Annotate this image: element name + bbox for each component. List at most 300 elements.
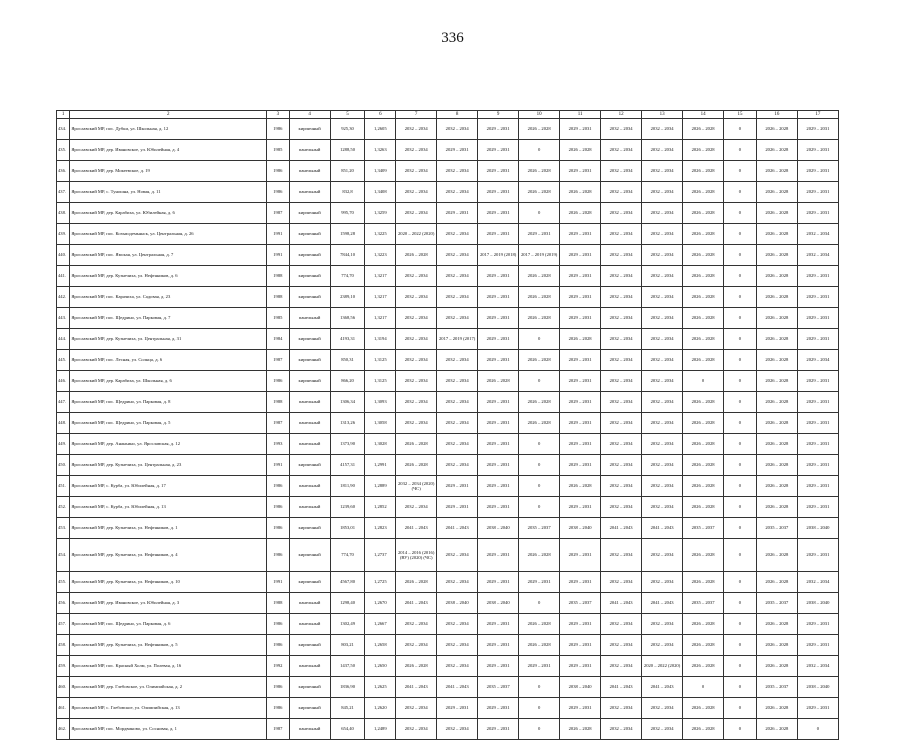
table-cell: 1,2852 [365,497,396,518]
table-cell: кирпичный [289,329,330,350]
table-cell: кирпичный [289,119,330,140]
table-cell: 2026 – 2028 [756,635,797,656]
table-cell: Ярославский МР, дер. Ананьино, ул. Ярославская, д. 12 [70,434,267,455]
table-cell: 2026 – 2028 [478,371,519,392]
table-cell: 1992 [267,656,290,677]
table-cell: 448. [57,413,70,434]
table-cell: 0 [724,572,757,593]
table-cell: 1986 [267,182,290,203]
table-cell: панельный [289,392,330,413]
column-header: 1 [57,111,70,119]
table-cell: 2026 – 2028 [683,572,724,593]
table-cell: 2032 – 2034 [601,182,642,203]
table-cell: Ярославский МР, дер. Глебовское, ул. Олимпийская, д. 2 [70,677,267,698]
table-row [57,413,839,434]
table-cell: 1,2889 [365,476,396,497]
table-cell: кирпичный [289,203,330,224]
table-cell: 2032 – 2034 [601,119,642,140]
table-cell: 1239,60 [330,497,365,518]
table-cell: панельный [289,497,330,518]
table-row [57,593,839,614]
table-cell: Ярославский МР, с. Курба, ул. Юбилейная, д. 13 [70,497,267,518]
table-row [57,161,839,182]
table-cell: 1986 [267,497,290,518]
table-cell: 2026 – 2028 [683,182,724,203]
table-cell: 2026 – 2028 [396,455,437,476]
table-cell: 2029 – 2031 [478,329,519,350]
table-cell: 2032 – 2034 [396,350,437,371]
table-cell: 2026 – 2028 [683,308,724,329]
table-cell: 1,3263 [365,140,396,161]
column-header: 16 [756,111,797,119]
table-cell: 654,40 [330,719,365,740]
table-cell: 2026 – 2028 [756,329,797,350]
table-cell: 2032 – 2034 [437,182,478,203]
table-cell: 2029 – 2031 [519,572,560,593]
table-cell: 2026 – 2028 [756,350,797,371]
table-cell: 441. [57,266,70,287]
table-row [57,698,839,719]
table-cell: 2026 – 2028 [683,698,724,719]
table-cell: 2026 – 2028 [756,287,797,308]
table-cell: 2026 – 2028 [396,656,437,677]
table-cell: 2032 – 2034 [601,656,642,677]
table-cell: 2026 – 2028 [683,140,724,161]
register-table [56,110,839,740]
table-cell: 1,3125 [365,371,396,392]
table-cell: 461. [57,698,70,719]
table-cell: 2032 – 2034 [396,413,437,434]
table-cell: 2026 – 2028 [756,572,797,593]
table-cell: Ярославский МР, дер. Ивановское, ул. Юбилейная, д. 4 [70,140,267,161]
table-cell: 446. [57,371,70,392]
column-header: 8 [437,111,478,119]
table-cell: 1,3217 [365,308,396,329]
table-cell: 0 [519,203,560,224]
table-cell: кирпичный [289,245,330,266]
table-cell: 2029 – 2031 [560,497,601,518]
table-cell: кирпичный [289,635,330,656]
table-cell: 2032 – 2034 [642,434,683,455]
table-cell: 2029 – 2031 [560,350,601,371]
table-cell: 2032 – 2034 [601,698,642,719]
table-cell: 1,3194 [365,329,396,350]
table-cell: 2029 – 2031 [797,161,838,182]
table-cell: 2032 – 2034 [601,224,642,245]
table-cell: 2026 – 2028 [519,119,560,140]
table-cell: 2032 – 2034 [437,719,478,740]
table-cell: 2041 – 2043 [396,593,437,614]
table-cell: 2026 – 2028 [756,245,797,266]
table-cell: 1,3409 [365,161,396,182]
table-cell: 2038 – 2040 [560,518,601,539]
table-cell: 2032 – 2034 [437,161,478,182]
table-cell: 2026 – 2028 [396,245,437,266]
table-cell: 2032 – 2034 [601,203,642,224]
table-cell: 2029 – 2031 [478,266,519,287]
table-cell: Ярославский МР, пос. Щедрино, ул. Парковая, д. 7 [70,308,267,329]
table-cell: Ярославский МР, дер. Мокеевское, д. 19 [70,161,267,182]
table-cell: 2029 – 2031 [478,140,519,161]
table-cell: панельный [289,593,330,614]
table-cell: 2017 – 2019 (2017) [437,329,478,350]
table-cell: 2029 – 2031 [797,329,838,350]
table-row [57,392,839,413]
table-cell: 2029 – 2031 [797,371,838,392]
table-row [57,266,839,287]
table-cell: 2032 – 2034 [396,698,437,719]
table-cell: 2026 – 2028 [756,656,797,677]
table-cell: 2026 – 2028 [683,245,724,266]
table-cell: 2029 – 2031 [519,224,560,245]
table-cell: 1,2667 [365,614,396,635]
table-cell: 2029 – 2031 [478,224,519,245]
table-cell: 2026 – 2028 [683,614,724,635]
table-cell: Ярославский МР, пос. Красный Холм, ул. Полевая, д. 16 [70,656,267,677]
table-cell: 2029 – 2031 [797,140,838,161]
table-cell: 2026 – 2028 [756,371,797,392]
table-cell: 2041 – 2043 [437,677,478,698]
table-cell: 462. [57,719,70,740]
table-row [57,614,839,635]
table-cell: 2029 – 2031 [478,719,519,740]
table-cell: 2026 – 2028 [683,497,724,518]
table-cell: 2029 – 2031 [437,476,478,497]
table-cell: 7844,10 [330,245,365,266]
table-cell: 1,2737 [365,539,396,572]
table-cell: панельный [289,476,330,497]
table-cell: 2026 – 2028 [683,203,724,224]
table-cell: кирпичный [289,224,330,245]
table-cell: 2032 – 2034 [396,140,437,161]
table-cell: 2032 – 2034 [642,497,683,518]
table-cell: 2026 – 2028 [683,434,724,455]
table-cell: 2026 – 2028 [683,719,724,740]
table-cell: 2032 – 2034 [437,635,478,656]
table-cell: 2029 – 2031 [797,614,838,635]
table-cell: 1988 [267,392,290,413]
page-number: 336 [441,30,464,46]
table-cell: 832,8 [330,182,365,203]
table-cell: 2029 – 2031 [797,182,838,203]
table-cell: 2032 – 2034 [437,656,478,677]
table-cell: 2026 – 2028 [519,287,560,308]
table-cell: Ярославский МР, с. Глебовское, ул. Олимпийская, д. 13 [70,698,267,719]
table-cell: панельный [289,719,330,740]
table-cell: Ярославский МР, пос. Щедрино, ул. Парковая, д. 6 [70,614,267,635]
table-cell: 2026 – 2028 [683,329,724,350]
table-cell: панельный [289,308,330,329]
table-cell: 0 [724,614,757,635]
table-cell: 2029 – 2031 [560,308,601,329]
table-cell: 2038 – 2040 [797,677,838,698]
table-cell: 2032 – 2034 [601,614,642,635]
table-cell: 0 [724,371,757,392]
table-cell: Ярославский МР, пос. Козьмодемьянск, ул. Центральная, д. 26 [70,224,267,245]
table-cell: 2032 – 2034 [437,245,478,266]
table-cell: 1437,50 [330,656,365,677]
column-header: 12 [601,111,642,119]
table-cell: Ярославский МР, дер. Кузнечиха, ул. Центральная, д. 31 [70,329,267,350]
column-header: 6 [365,111,396,119]
table-cell: 2026 – 2028 [560,329,601,350]
table-cell: 0 [724,656,757,677]
table-cell: 2029 – 2031 [478,572,519,593]
table-cell: 2041 – 2043 [642,593,683,614]
table-row [57,350,839,371]
table-cell: 1985 [267,140,290,161]
table-row [57,539,839,572]
table-cell: 1991 [267,572,290,593]
table-cell: 2032 – 2034 [601,719,642,740]
table-cell: 0 [724,392,757,413]
table-cell: 2026 – 2028 [756,161,797,182]
table-cell: 1987 [267,203,290,224]
table-cell: 2032 – 2034 [601,434,642,455]
table-cell: 1368,56 [330,308,365,329]
column-header: 14 [683,111,724,119]
table-cell: 2026 – 2028 [683,539,724,572]
table-cell: 1,2620 [365,698,396,719]
table-cell: 2029 – 2031 [560,698,601,719]
table-cell: 0 [724,719,757,740]
table-cell: 0 [724,266,757,287]
table-cell: панельный [289,161,330,182]
table-cell: 2029 – 2031 [560,392,601,413]
table-cell: 2029 – 2031 [797,476,838,497]
table-cell: 2032 – 2034 [437,350,478,371]
table-cell: 1986 [267,539,290,572]
table-cell: 2026 – 2028 [756,413,797,434]
table-cell: 1,3058 [365,413,396,434]
table-cell: 1,3093 [365,392,396,413]
table-cell: 0 [519,719,560,740]
table-row [57,308,839,329]
table-cell: 866,20 [330,371,365,392]
table-cell: кирпичный [289,539,330,572]
table-cell: Ярославский МР, пос. Мордвиново, ул. Сосновая, д. 1 [70,719,267,740]
table-cell: 2032 – 2034 [797,245,838,266]
table-cell: 2032 – 2034 [642,224,683,245]
table-cell: 2029 – 2031 [478,350,519,371]
table-cell: 4193,31 [330,329,365,350]
table-cell: 2026 – 2028 [756,698,797,719]
table-cell: Ярославский МР, дер. Ивановское, ул. Юбилейная, д. 3 [70,593,267,614]
table-cell: 2026 – 2028 [756,203,797,224]
table-cell: Ярославский МР, пос. Ямская, ул. Центральная, д. 7 [70,245,267,266]
table-cell: 2032 – 2034 [642,614,683,635]
table-cell: 457. [57,614,70,635]
table-cell: 2032 – 2034 [601,350,642,371]
table-cell: 2026 – 2028 [756,182,797,203]
table-cell: 1986 [267,119,290,140]
table-row [57,224,839,245]
table-cell: 2029 – 2031 [560,635,601,656]
table-cell: 2032 – 2034 [642,245,683,266]
table-cell: 2029 – 2031 [560,539,601,572]
table-cell: 2026 – 2028 [519,392,560,413]
table-cell: 4567,80 [330,572,365,593]
table-row [57,455,839,476]
table-cell: 1,2725 [365,572,396,593]
table-cell: 0 [724,245,757,266]
table-cell: 2032 – 2034 [601,392,642,413]
table-cell: Ярославский МР, пос. Щедрино, ул. Парковая, д. 5 [70,413,267,434]
table-cell: 2032 – 2034 [642,287,683,308]
table-row [57,656,839,677]
table-cell: 1,3217 [365,287,396,308]
table-cell: 2032 – 2034 [437,266,478,287]
table-cell: 2020 – 2022 (2020) [642,656,683,677]
table-cell: 2029 – 2031 [478,203,519,224]
table-cell: 1,2991 [365,455,396,476]
table-cell: 2041 – 2043 [601,677,642,698]
table-cell: 845,21 [330,698,365,719]
table-cell: 2032 – 2034 [396,182,437,203]
table-cell: 2032 – 2034 [396,203,437,224]
table-cell: 2032 – 2034 [396,266,437,287]
table-cell: 2032 – 2034 [437,224,478,245]
table-cell: Ярославский МР, с. Курба, ул. Юбилейная, д. 17 [70,476,267,497]
table-cell: 0 [724,698,757,719]
table-cell: 451. [57,476,70,497]
table-cell: 2026 – 2028 [756,224,797,245]
table-cell: 450. [57,455,70,476]
table-cell: 2032 – 2034 [437,371,478,392]
column-header: 13 [642,111,683,119]
table-cell: 0 [724,308,757,329]
table-cell: 1988 [267,593,290,614]
table-cell: 2032 – 2034 [396,329,437,350]
table-cell: 460. [57,677,70,698]
table-cell: 2029 – 2031 [437,497,478,518]
column-header: 15 [724,111,757,119]
table-row [57,635,839,656]
table-cell: 2038 – 2040 [797,593,838,614]
table-cell: 2032 – 2034 [601,266,642,287]
table-cell: 2026 – 2028 [756,455,797,476]
table-cell: 774,70 [330,539,365,572]
table-cell: 1,3217 [365,266,396,287]
table-cell: 2026 – 2028 [560,719,601,740]
table-cell: 1,3223 [365,245,396,266]
table-cell: 2032 – 2034 [642,635,683,656]
table-cell: 2032 – 2034 [437,413,478,434]
table-cell: 2029 – 2031 [478,287,519,308]
table-cell: 2026 – 2028 [519,266,560,287]
table-cell: Ярославский МР, дер. Кузнечиха, ул. Нефтяников, д. 4 [70,539,267,572]
table-cell: 2389,10 [330,287,365,308]
table-cell: 0 [683,677,724,698]
table-row [57,476,839,497]
table-cell: 2029 – 2031 [797,635,838,656]
table-cell: 2032 – 2034 [437,287,478,308]
table-row [57,518,839,539]
table-cell: 1,3259 [365,203,396,224]
table-cell: 2029 – 2031 [437,698,478,719]
table-cell: 2032 – 2034 [642,698,683,719]
table-cell: 2032 – 2034 [396,371,437,392]
table-cell: 2026 – 2028 [519,413,560,434]
table-cell: 2026 – 2028 [396,434,437,455]
table-cell: 2035 – 2037 [478,677,519,698]
table-cell: 1987 [267,719,290,740]
table-cell: 2032 – 2034 [601,455,642,476]
table-cell: 0 [519,593,560,614]
table-cell: 2026 – 2028 [683,455,724,476]
table-cell: 445. [57,350,70,371]
table-cell: 2026 – 2028 [560,203,601,224]
table-cell: 2029 – 2031 [797,392,838,413]
table-cell: 0 [724,593,757,614]
column-header: 10 [519,111,560,119]
table-cell: 2029 – 2031 [560,413,601,434]
table-cell: 1853,01 [330,518,365,539]
column-header: 5 [330,111,365,119]
table-cell: кирпичный [289,371,330,392]
table-cell: 2029 – 2031 [478,434,519,455]
table-cell: 453. [57,518,70,539]
table-cell: 2029 – 2031 [560,434,601,455]
table-cell: 2026 – 2028 [396,572,437,593]
table-cell: 2026 – 2028 [683,656,724,677]
table-cell: 2032 – 2034 [797,572,838,593]
table-cell: 0 [724,518,757,539]
table-cell: 1993 [267,434,290,455]
table-cell: 439. [57,224,70,245]
table-cell: Ярославский МР, дер. Кузнечиха, ул. Нефтяников, д. 1 [70,518,267,539]
table-row [57,719,839,740]
table-cell: 2032 – 2034 [642,203,683,224]
table-cell: 0 [724,497,757,518]
table-row [57,677,839,698]
table-cell: 2029 – 2031 [560,371,601,392]
table-cell: 2032 – 2034 [437,119,478,140]
table-cell: 2032 – 2034 [396,635,437,656]
table-cell: 2026 – 2028 [560,182,601,203]
table-cell: 438. [57,203,70,224]
table-cell: 1984 [267,329,290,350]
table-cell: 925,30 [330,119,365,140]
table-cell: 2026 – 2028 [519,614,560,635]
table-cell: 2032 – 2034 (2020) (ЧС) [396,476,437,497]
table-cell: 2032 – 2034 [396,392,437,413]
table-cell: 2026 – 2028 [683,350,724,371]
table-cell: кирпичный [289,698,330,719]
table-cell: 2029 – 2031 [478,308,519,329]
table-cell: Ярославский МР, с. Туношна, ул. Новая, д. 11 [70,182,267,203]
table-cell: 2026 – 2028 [519,308,560,329]
table-cell: 455. [57,572,70,593]
table-cell: 1986 [267,698,290,719]
table-cell: 2026 – 2028 [756,119,797,140]
table-cell: 1373,90 [330,434,365,455]
table-cell: 0 [519,140,560,161]
table-cell: 443. [57,308,70,329]
table-cell: 1,2625 [365,677,396,698]
table-cell: 851,20 [330,161,365,182]
table-cell: 2029 – 2031 [478,698,519,719]
table-cell: 2026 – 2028 [683,392,724,413]
table-cell: 2029 – 2031 [797,266,838,287]
table-cell: 0 [724,224,757,245]
table-cell: 2026 – 2028 [683,287,724,308]
column-header: 3 [267,111,290,119]
table-cell: 435. [57,140,70,161]
table-cell: 2035 – 2037 [519,518,560,539]
table-cell: 2032 – 2034 [642,350,683,371]
table-cell: 2029 – 2031 [560,572,601,593]
